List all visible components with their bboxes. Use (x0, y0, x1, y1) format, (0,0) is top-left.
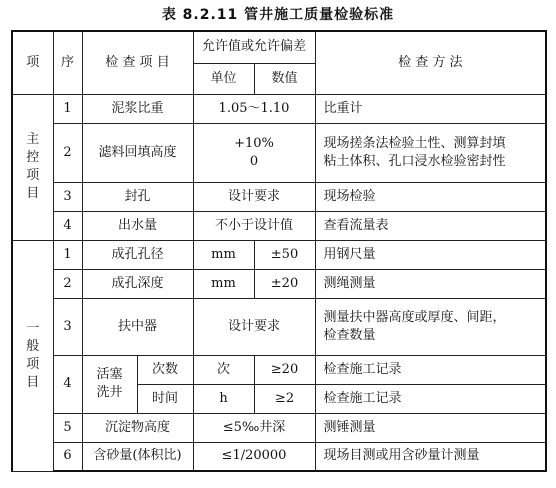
row-item: 封孔 (82, 182, 193, 211)
row-range: +10% 0 (193, 123, 315, 182)
header-category: 项 (12, 31, 53, 94)
row-range: 设计要求 (193, 182, 315, 211)
row-item: 沉淀物高度 (82, 413, 193, 442)
row-method: 测量扶中器高度或厚度、间距， 检查数量 (315, 298, 546, 355)
row-seq: 4 (53, 355, 82, 413)
row-method: 测绳测量 (315, 269, 546, 298)
row-seq: 2 (53, 269, 82, 298)
row-item-sub: 时间 (137, 384, 193, 413)
row-seq: 2 (53, 123, 82, 182)
row-seq: 1 (53, 94, 82, 123)
group-label-main: 主 控 项 目 (12, 94, 53, 240)
header-allowance: 允许值或允许偏差 (193, 31, 315, 63)
row-unit: mm (193, 240, 254, 269)
row-method: 测锤测量 (315, 413, 546, 442)
row-item: 成孔孔径 (82, 240, 193, 269)
row-seq: 5 (53, 413, 82, 442)
row-method: 查看流量表 (315, 211, 546, 240)
row-value: ±50 (254, 240, 315, 269)
row-value: ±20 (254, 269, 315, 298)
row-range: ≤5‰井深 (193, 413, 315, 442)
header-unit: 单位 (193, 63, 254, 94)
row-item: 滤料回填高度 (82, 123, 193, 182)
row-range: 设计要求 (193, 298, 315, 355)
table-title: 表 8.2.11 管井施工质量检验标准 (161, 7, 395, 23)
row-range: ≤1/20000 (193, 442, 315, 471)
row-method: 检查施工记录 (315, 384, 546, 413)
row-item: 扶中器 (82, 298, 193, 355)
row-method: 用钢尺量 (315, 240, 546, 269)
header-value: 数值 (254, 63, 315, 94)
group-label-general: 一 般 项 目 (12, 240, 53, 471)
row-item: 成孔深度 (82, 269, 193, 298)
row-value: ≥2 (254, 384, 315, 413)
row-seq: 6 (53, 442, 82, 471)
row-seq: 1 (53, 240, 82, 269)
row-unit: mm (193, 269, 254, 298)
row-range: 1.05～1.10 (193, 94, 315, 123)
row-seq: 3 (53, 298, 82, 355)
row-item: 含砂量(体积比) (82, 442, 193, 471)
row-method: 现场搓条法检验土性、测算封填 粘土体积、孔口浸水检验密封性 (315, 123, 546, 182)
header-item: 检 查 项 目 (82, 31, 193, 94)
row-method: 现场检验 (315, 182, 546, 211)
row-item-main: 活塞 洗井 (82, 355, 137, 413)
row-range: 不小于设计值 (193, 211, 315, 240)
row-seq: 4 (53, 211, 82, 240)
row-unit: h (193, 384, 254, 413)
header-method: 检 查 方 法 (315, 31, 546, 94)
row-item: 出水量 (82, 211, 193, 240)
header-seq: 序 (53, 31, 82, 94)
quality-inspection-table (11, 30, 547, 472)
row-seq: 3 (53, 182, 82, 211)
row-method: 检查施工记录 (315, 355, 546, 384)
row-unit: 次 (193, 355, 254, 384)
row-item: 泥浆比重 (82, 94, 193, 123)
row-method: 比重计 (315, 94, 546, 123)
row-value: ≥20 (254, 355, 315, 384)
row-method: 现场目测或用含砂量计测量 (315, 442, 546, 471)
row-item-sub: 次数 (137, 355, 193, 384)
